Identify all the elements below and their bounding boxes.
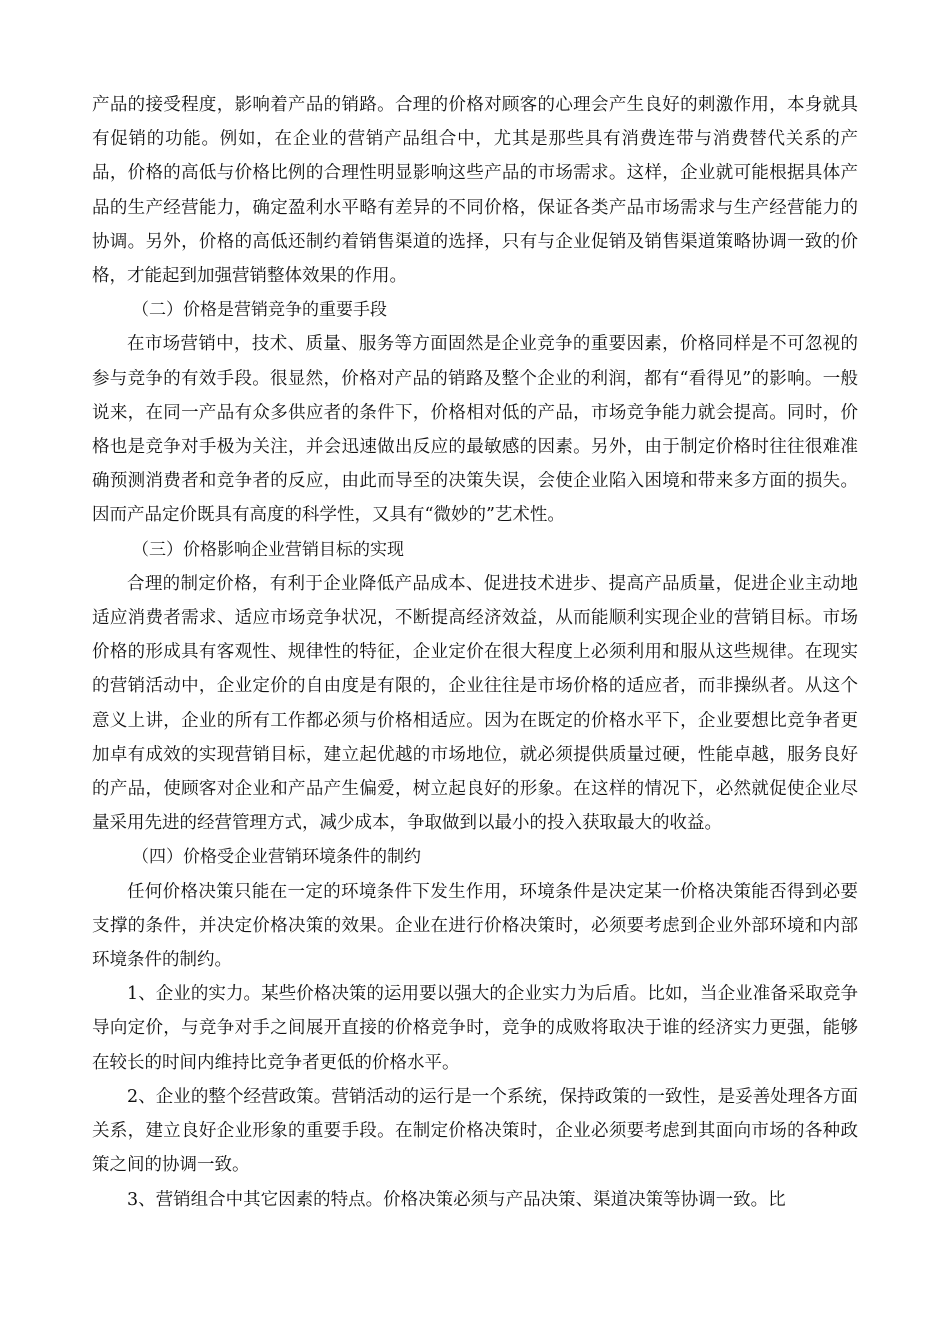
list-item-2: 2、企业的整个经营政策。营销活动的运行是一个系统，保持政策的一致性，是妥善处理各方面关系，建立良好企业形象的重要手段。在制定价格决策时，企业必须要考虑到其面向市场的各种政策之间的协调一致。	[92, 1086, 858, 1176]
section-heading-3: （三）价格影响企业营销目标的实现	[132, 539, 404, 560]
section-heading-4: （四）价格受企业营销环境条件的制约	[132, 847, 421, 868]
list-item-1: 1、企业的实力。某些价格决策的运用要以强大的企业实力为后盾。比如，当企业准备采取竞争导向定价，与竞争对手之间展开直接的价格竞争时，竞争的成败将取决于谁的经济实力更强，能够在较长的时间内维持比竞争者更低的价格水平。	[92, 984, 858, 1073]
body-paragraph-1: 产品的接受程度，影响着产品的销路。合理的价格对顾客的心理会产生良好的刺激作用，本身就具有促销的功能。例如，在企业的营销产品组合中，尤其是那些具有消费连带与消费替代关系的产品，价格的高低与价格比例的合理性明显影响这些产品的市场需求。这样，企业就可能根据具体产品的生产经营能力，确定盈利水平略有差异的不同价格，保证各类产品市场需求与生产经营能力的协调。另外，价格的高低还制约着销售渠道的选择，只有与企业促销及销售渠道策略协调一致的价格，才能起到加强营销整体效果的作用。	[92, 95, 858, 287]
body-paragraph-2: 在市场营销中，技术、质量、服务等方面固然是企业竞争的重要因素，价格同样是不可忽视的参与竞争的有效手段。很显然，价格对产品的销路及整个企业的利润，都有“看得见”的影响。一般说来，在同一产品有众多供应者的条件下，价格相对低的产品，市场竞争能力就会提高。同时，价格也是竞争对手极为关注，并会迅速做出反应的最敏感的因素。另外，由于制定价格时往往很难准确预测消费者和竞争者的反应，由此而导至的决策失误，会使企业陷入困境和带来多方面的损失。因而产品定价既具有高度的科学性，又具有“微妙的”艺术性。	[92, 334, 858, 526]
document-page	[92, 88, 858, 1217]
section-heading-2: （二）价格是营销竞争的重要手段	[132, 300, 387, 321]
body-paragraph-3: 合理的制定价格，有利于企业降低产品成本、促进技术进步、提高产品质量，促进企业主动地适应消费者需求、适应市场竞争状况，不断提高经济效益，从而能顺利实现企业的营销目标。市场价格的形成具有客观性、规律性的特征，企业定价在很大程度上必须利用和服从这些规律。在现实的营销活动中，企业定价的自由度是有限的，企业往往是市场价格的适应者，而非操纵者。从这个意义上讲，企业的所有工作都必须与价格相适应。因为在既定的价格水平下，企业要想比竞争者更加卓有成效的实现营销目标，建立起优越的市场地位，就必须提供质量过硬，性能卓越，服务良好的产品，使顾客对企业和产品产生偏爱，树立起良好的形象。在这样的情况下，必然就促使企业尽量采用先进的经营管理方式，减少成本，争取做到以最小的投入获取最大的收益。	[92, 573, 858, 834]
list-item-3: 3、营销组合中其它因素的特点。价格决策必须与产品决策、渠道决策等协调一致。比	[127, 1189, 786, 1210]
body-paragraph-4: 任何价格决策只能在一定的环境条件下发生作用，环境条件是决定某一价格决策能否得到必要支撑的条件，并决定价格决策的效果。企业在进行价格决策时，必须要考虑到企业外部环境和内部环境条件的制约。	[92, 881, 858, 971]
